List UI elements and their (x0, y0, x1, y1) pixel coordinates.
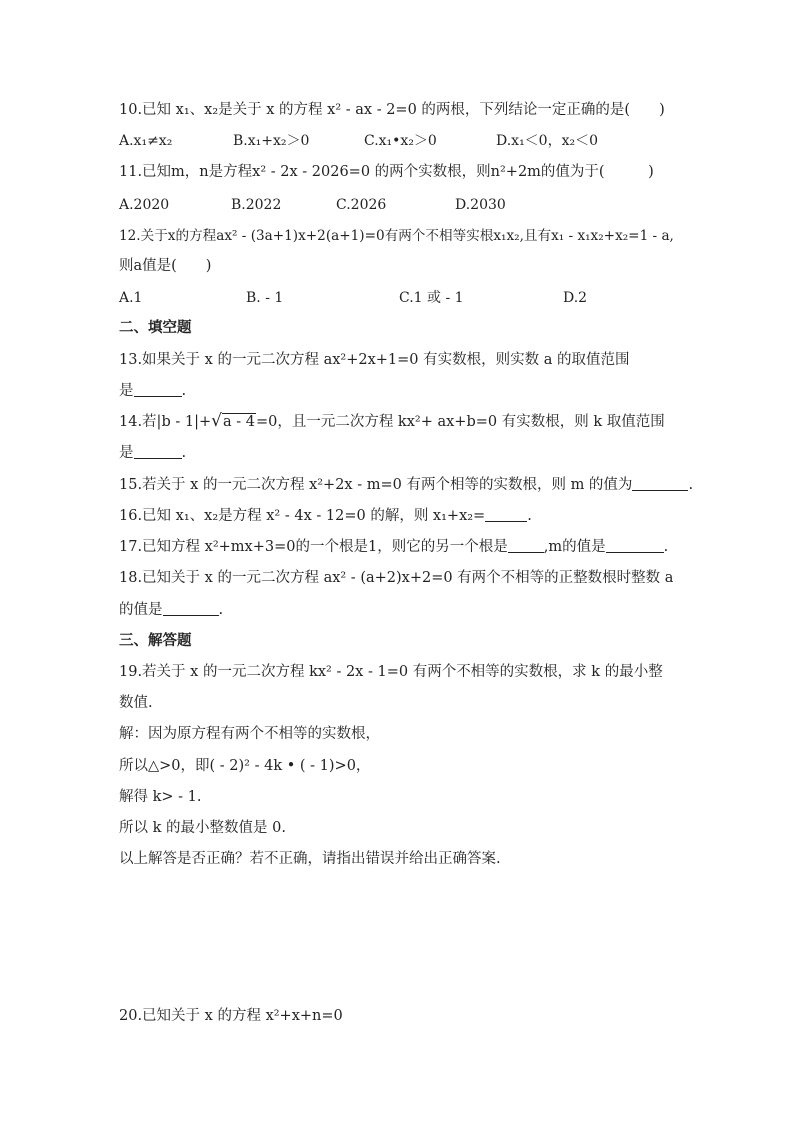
question-13-line1: 13.如果关于 x 的一元二次方程 ax²+2x+1=0 有实数根，则实数 a 的取值范围 (119, 352, 630, 368)
q16-text: 16.已知 x₁、x₂是方程 x² - 4x - 12=0 的解，则 x₁+x₂= (119, 508, 486, 524)
question-14-line1 (119, 411, 665, 432)
q17-text: 17.已知方程 x²+mx+3=0的一个根是1，则它的另一个根是 (119, 539, 508, 555)
q17-middle: ,m的值是 (543, 539, 606, 555)
q14-suffix: =0，且一元二次方程 kx²+ ax+b=0 有实数根，则 k 取值范围 (255, 414, 665, 430)
q11-option-b: B.2022 (231, 197, 282, 213)
sqrt-symbol: √ (211, 411, 222, 431)
answer-blank[interactable] (606, 538, 664, 553)
question-11-stem: 11.已知m，n是方程x² - 2x - 2026=0 的两个实数根，则n²+2m的值为于( ) (119, 164, 654, 180)
sqrt-radicand: a - 4 (222, 414, 255, 430)
q11-option-d: D.2030 (455, 197, 506, 213)
solution-line: 解：因为原方程有两个不相等的实数根， (119, 726, 380, 742)
q12-option-b: B. - 1 (246, 290, 284, 306)
answer-blank[interactable] (485, 507, 527, 522)
question-12-stem-line1: 12.关于x的方程ax² - (3a+1)x+2(a+1)=0有两个不相等实根x₁x₂,且有x₁ - x₁x₂+x₂=1 - a, (119, 228, 674, 244)
answer-blank[interactable] (134, 382, 182, 397)
q10-option-c: C.x₁•x₂＞0 (364, 133, 437, 149)
q10-option-b: B.x₁+x₂＞0 (233, 133, 310, 149)
q14-line2-prefix: 是 (119, 445, 134, 461)
q13-line2-suffix: . (181, 383, 187, 399)
answer-blank[interactable] (134, 444, 182, 459)
q16-suffix: . (527, 508, 532, 524)
question-10-stem: 10.已知 x₁、x₂是关于 x 的方程 x² - ax - 2=0 的两根，下列结论一定正确的是( ) (119, 102, 665, 118)
solution-line: 所以 k 的最小整数值是 0. (119, 820, 286, 836)
question-12-stem-line2: 则a值是( ) (119, 258, 212, 274)
q15-text: 15.若关于 x 的一元二次方程 x²+2x - m=0 有两个相等的实数根，则 m 的值为 (119, 477, 633, 493)
solution-line: 以上解答是否正确？若不正确，请指出错误并给出正确答案. (119, 851, 501, 867)
q11-option-a: A.2020 (119, 197, 170, 213)
q12-option-c: C.1 或 - 1 (399, 290, 464, 306)
q18-line2-suffix: . (218, 602, 224, 618)
section-heading-fill-in: 二、填空题 (119, 320, 192, 336)
square-root (211, 411, 256, 432)
q10-option-d: D.x₁＜0，x₂＜0 (496, 133, 599, 149)
question-19-line2: 数值. (119, 695, 153, 711)
q10-option-a: A.x₁≠x₂ (119, 133, 173, 149)
solution-line: 所以△>0，即( - 2)² - 4k • ( - 1)>0， (119, 758, 371, 774)
question-18-line2 (119, 600, 223, 620)
answer-blank[interactable] (508, 538, 544, 553)
q11-option-c: C.2026 (336, 197, 387, 213)
q14-prefix: 14.若|b - 1|+ (119, 414, 212, 430)
q14-line2-suffix: . (181, 445, 187, 461)
q15-suffix: . (688, 477, 694, 493)
question-15 (119, 475, 693, 495)
q17-suffix: . (663, 539, 669, 555)
section-heading-answer: 三、解答题 (119, 633, 192, 649)
answer-blank[interactable] (163, 601, 219, 616)
answer-blank[interactable] (632, 476, 688, 491)
q18-line2-prefix: 的值是 (119, 602, 163, 618)
solution-line: 解得 k> - 1. (119, 789, 202, 805)
question-17 (119, 537, 668, 557)
q13-line2-prefix: 是 (119, 383, 134, 399)
question-18-line1: 18.已知关于 x 的一元二次方程 ax² - (a+2)x+2=0 有两个不相等的正整数根时整数 a (119, 570, 674, 586)
question-13-line2 (119, 381, 186, 401)
question-19-line1: 19.若关于 x 的一元二次方程 kx² - 2x - 1=0 有两个不相等的实数根，求 k 的最小整 (119, 664, 663, 680)
question-20: 20.已知关于 x 的方程 x²+x+n=0 (119, 1008, 343, 1024)
question-16 (119, 506, 532, 526)
q12-option-d: D.2 (563, 290, 588, 306)
question-14-line2 (119, 443, 186, 463)
q12-option-a: A.1 (119, 290, 143, 306)
